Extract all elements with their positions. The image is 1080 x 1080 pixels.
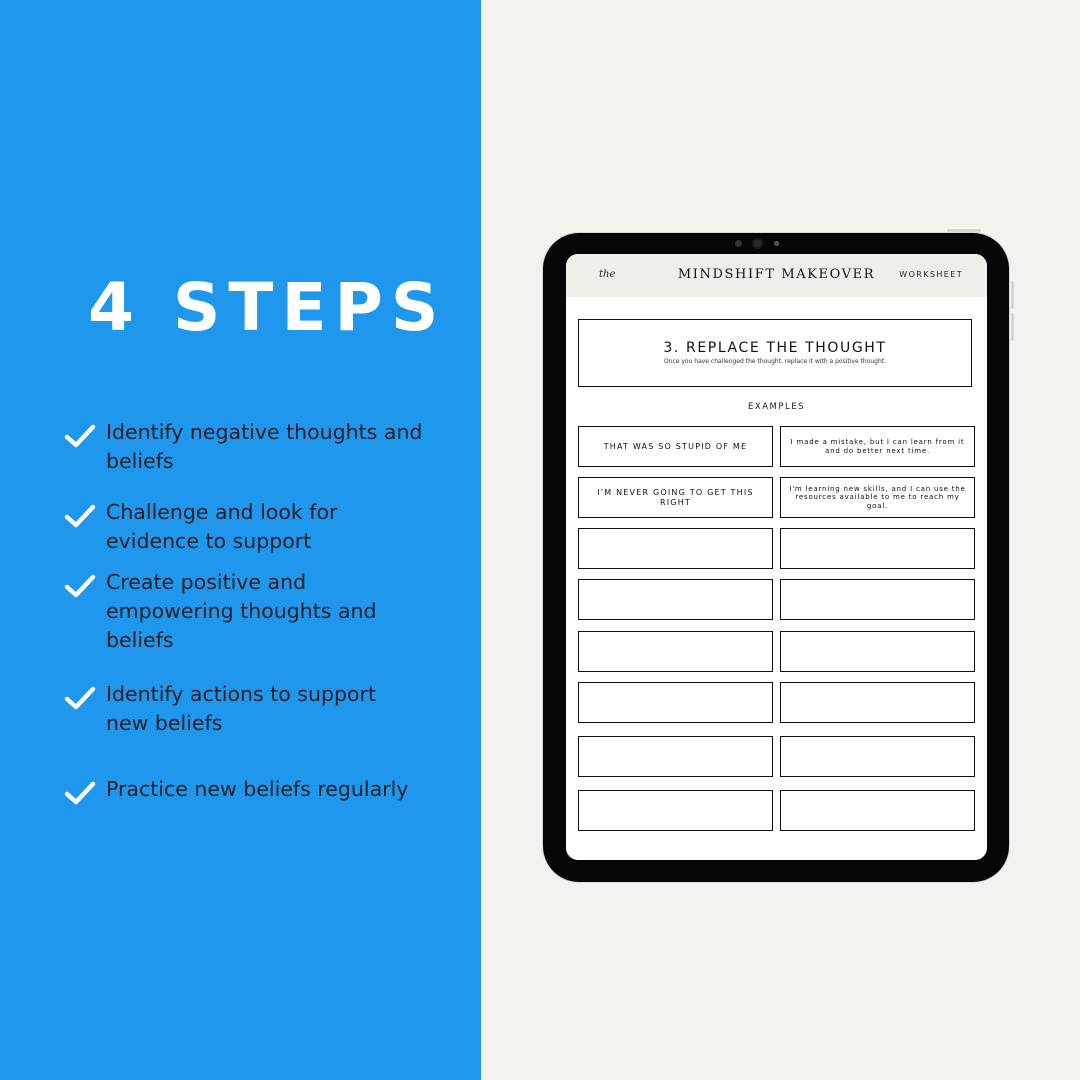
negative-thought-cell — [578, 426, 773, 467]
step-text: Challenge and look for evidence to support — [106, 500, 338, 553]
flash-icon — [774, 241, 779, 246]
tablet-device — [543, 233, 1009, 882]
worksheet-header — [566, 254, 987, 297]
blank-cell — [578, 736, 773, 777]
check-icon — [64, 422, 96, 450]
step-item — [64, 775, 454, 807]
blank-cell — [578, 579, 773, 620]
blank-cell — [578, 631, 773, 672]
blank-cell — [780, 790, 975, 831]
section-title: 3. REPLACE THE THOUGHT — [663, 340, 887, 356]
blank-cell — [578, 528, 773, 569]
step-item — [64, 418, 454, 476]
tablet-top-button — [947, 229, 981, 232]
blank-cell — [578, 790, 773, 831]
section-box — [578, 319, 972, 387]
positive-thought-text: I made a mistake, but I can learn from it and do better next time. — [790, 438, 965, 455]
tablet-volume-up-button — [1011, 281, 1014, 309]
blank-cell — [780, 736, 975, 777]
worksheet-screen — [566, 254, 987, 860]
blank-cell — [780, 631, 975, 672]
blank-cell — [578, 682, 773, 723]
check-icon — [64, 502, 96, 530]
negative-thought-text: I'M NEVER GOING TO GET THIS RIGHT — [597, 487, 754, 507]
positive-thought-cell — [780, 426, 975, 467]
step-text: Identify negative thoughts and beliefs — [106, 420, 423, 473]
worksheet-tag: WORKSHEET — [899, 270, 963, 279]
step-item — [64, 568, 454, 655]
worksheet-name: MINDSHIFT MAKEOVER — [677, 267, 876, 282]
step-item — [64, 680, 454, 738]
step-item — [64, 498, 454, 556]
worksheet-prefix: the — [599, 269, 616, 280]
negative-thought-cell — [578, 477, 773, 518]
blank-cell — [780, 579, 975, 620]
step-text: Practice new beliefs regularly — [106, 777, 409, 801]
negative-thought-text: THAT WAS SO STUPID OF ME — [603, 441, 748, 451]
check-icon — [64, 684, 96, 712]
page-title: 4 STEPS — [88, 269, 447, 346]
positive-thought-text: I'm learning new skills, and I can use the resources available to me to reach my goal. — [789, 484, 966, 510]
sensor-icon — [735, 240, 742, 247]
step-text: Identify actions to support new beliefs — [106, 682, 377, 735]
blank-cell — [780, 682, 975, 723]
tablet-volume-down-button — [1011, 313, 1014, 341]
positive-thought-cell — [780, 477, 975, 518]
blank-cell — [780, 528, 975, 569]
camera-icon — [752, 238, 763, 249]
check-icon — [64, 572, 96, 600]
step-text: Create positive and empowering thoughts and beliefs — [106, 570, 377, 652]
examples-label: EXAMPLES — [748, 402, 805, 412]
left-panel — [0, 0, 481, 1080]
section-subtitle: Once you have challenged the thought, replace it with a positive thought. — [663, 358, 887, 365]
check-icon — [64, 779, 96, 807]
